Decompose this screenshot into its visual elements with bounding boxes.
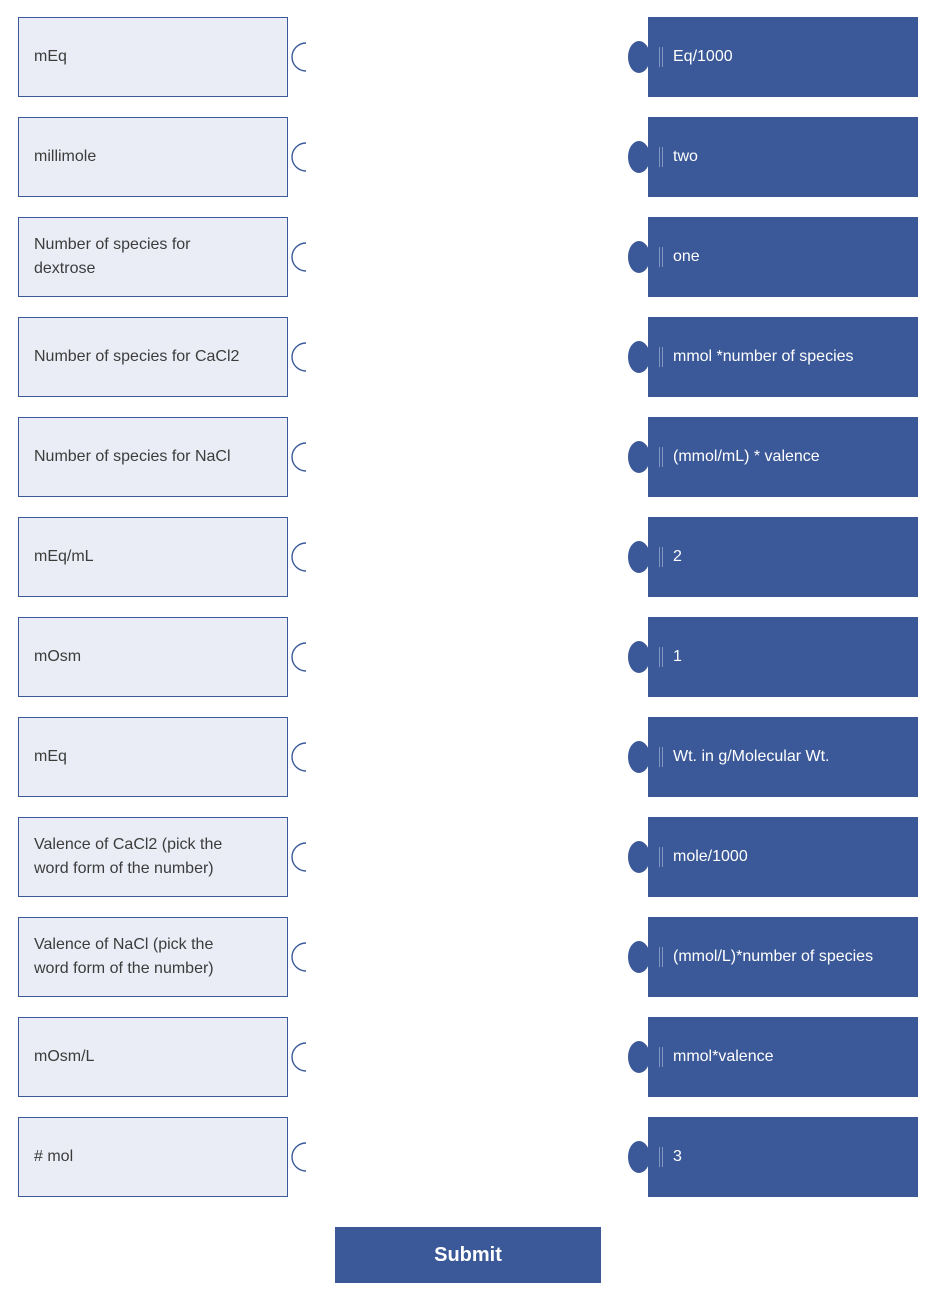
answer-label: mmol *number of species	[673, 348, 854, 365]
answer-label: (mmol/mL) * valence	[673, 448, 820, 465]
drag-handle-icon[interactable]	[658, 647, 664, 668]
answer-label: 1	[673, 648, 682, 665]
match-row	[0, 217, 950, 297]
drop-socket-icon[interactable]	[287, 41, 307, 73]
prompt-label: millimole	[34, 148, 97, 165]
answer-tile[interactable]	[648, 1017, 918, 1097]
prompt-box[interactable]	[18, 717, 288, 797]
match-row	[0, 517, 950, 597]
answer-tile[interactable]	[648, 417, 918, 497]
prompt-box[interactable]	[18, 17, 288, 97]
drop-socket-icon[interactable]	[287, 141, 307, 173]
match-row	[0, 317, 950, 397]
drag-handle-icon[interactable]	[658, 1047, 664, 1068]
prompt-box[interactable]	[18, 317, 288, 397]
drag-handle-icon[interactable]	[658, 747, 664, 768]
answer-tile[interactable]	[648, 117, 918, 197]
prompt-box[interactable]	[18, 417, 288, 497]
drop-socket-icon[interactable]	[287, 741, 307, 773]
drag-handle-icon[interactable]	[658, 247, 664, 268]
match-row	[0, 1117, 950, 1197]
drop-socket-icon[interactable]	[287, 941, 307, 973]
prompt-box[interactable]	[18, 117, 288, 197]
drop-socket-icon[interactable]	[287, 1041, 307, 1073]
drag-handle-icon[interactable]	[658, 847, 664, 868]
answer-label: (mmol/L)*number of species	[673, 948, 874, 965]
prompt-label: Number of species for NaCl	[34, 448, 231, 465]
answer-tile[interactable]	[648, 17, 918, 97]
match-row	[0, 1017, 950, 1097]
answer-label: Wt. in g/Molecular Wt.	[673, 748, 830, 765]
answer-tile[interactable]	[648, 817, 918, 897]
submit-button[interactable]: Submit	[335, 1227, 601, 1283]
prompt-label: Valence of NaCl (pick the word form of the number)	[34, 936, 214, 977]
drag-handle-icon[interactable]	[658, 447, 664, 468]
match-row	[0, 117, 950, 197]
answer-label: mole/1000	[673, 848, 748, 865]
prompt-box[interactable]	[18, 517, 288, 597]
answer-tile[interactable]	[648, 217, 918, 297]
prompt-box[interactable]	[18, 1117, 288, 1197]
answer-label: two	[673, 148, 698, 165]
drop-socket-icon[interactable]	[287, 641, 307, 673]
prompt-label: Number of species for dextrose	[34, 236, 191, 277]
answer-tile[interactable]	[648, 1117, 918, 1197]
answer-label: Eq/1000	[673, 48, 733, 65]
prompt-box[interactable]	[18, 817, 288, 897]
prompt-label: mEq	[34, 748, 67, 765]
drag-handle-icon[interactable]	[658, 47, 664, 68]
match-row	[0, 917, 950, 997]
answer-label: 2	[673, 548, 682, 565]
answer-tile[interactable]	[648, 717, 918, 797]
answer-label: one	[673, 248, 700, 265]
drop-socket-icon[interactable]	[287, 541, 307, 573]
prompt-box[interactable]	[18, 917, 288, 997]
answer-tile[interactable]	[648, 317, 918, 397]
drop-socket-icon[interactable]	[287, 1141, 307, 1173]
drag-handle-icon[interactable]	[658, 1147, 664, 1168]
drag-handle-icon[interactable]	[658, 347, 664, 368]
answer-tile[interactable]	[648, 917, 918, 997]
prompt-label: mOsm/L	[34, 1048, 95, 1065]
drop-socket-icon[interactable]	[287, 241, 307, 273]
match-row	[0, 617, 950, 697]
prompt-box[interactable]	[18, 617, 288, 697]
drag-handle-icon[interactable]	[658, 147, 664, 168]
prompt-label: mEq/mL	[34, 548, 94, 565]
answer-tile[interactable]	[648, 517, 918, 597]
drop-socket-icon[interactable]	[287, 341, 307, 373]
prompt-label: mEq	[34, 48, 67, 65]
answer-label: mmol*valence	[673, 1048, 774, 1065]
prompt-label: # mol	[34, 1148, 74, 1165]
prompt-box[interactable]	[18, 217, 288, 297]
prompt-label: mOsm	[34, 648, 82, 665]
answer-label: 3	[673, 1148, 682, 1165]
match-row	[0, 817, 950, 897]
prompt-box[interactable]	[18, 1017, 288, 1097]
match-row	[0, 17, 950, 97]
drag-handle-icon[interactable]	[658, 547, 664, 568]
answer-tile[interactable]	[648, 617, 918, 697]
drag-handle-icon[interactable]	[658, 947, 664, 968]
match-row	[0, 717, 950, 797]
prompt-label: Valence of CaCl2 (pick the word form of the number)	[34, 836, 223, 877]
drop-socket-icon[interactable]	[287, 841, 307, 873]
prompt-label: Number of species for CaCl2	[34, 348, 240, 365]
drop-socket-icon[interactable]	[287, 441, 307, 473]
match-row	[0, 417, 950, 497]
